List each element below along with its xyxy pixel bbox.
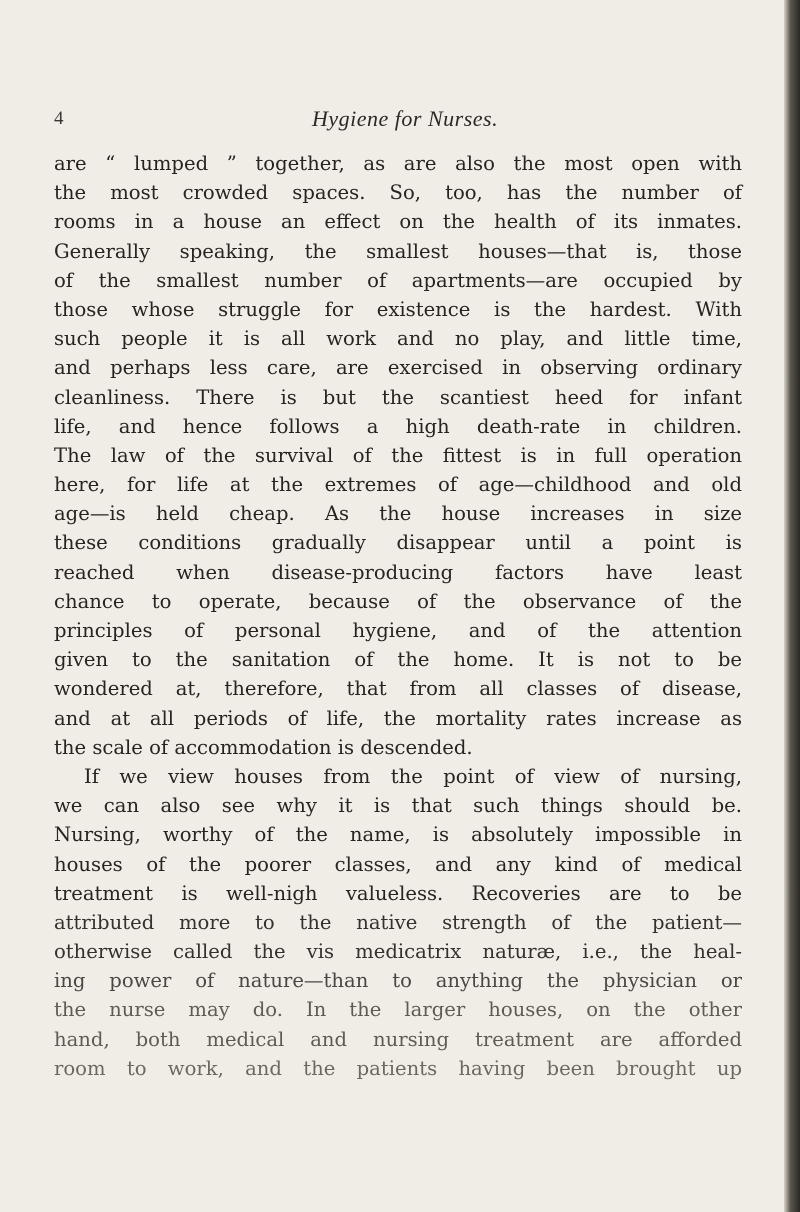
text-line: those whose struggle for existence is the hardest. With [54,297,742,321]
text-line: room to work, and the patients having been brought up [54,1056,742,1080]
page-header [54,108,744,138]
running-title: Hygiene for Nurses. [312,106,499,131]
text-line: Nursing, worthy of the name, is absolutely impossible in [54,823,742,847]
text-line: and at all periods of life, the mortality rates increase as [54,706,742,730]
text-line: reached when disease-producing factors have least [54,560,742,584]
text-line: cleanliness. There is but the scantiest heed for infant [54,385,742,409]
text-line: given to the sanitation of the home. It is not to be [54,648,742,672]
text-line: the most crowded spaces. So, too, has the number of [54,181,742,205]
text-line: we can also see why it is that such things should be. [54,794,742,818]
text-line: attributed more to the native strength of the patient— [54,910,742,934]
text-line: are “ lumped ” together, as are also the most open with [54,152,742,175]
text-line: wondered at, therefore, that from all classes of disease, [54,677,742,701]
text-line: Generally speaking, the smallest houses—that is, those [54,239,742,263]
text-line: the nurse may do. In the larger houses, on the other [54,998,742,1022]
paragraph-end-line: the scale of accommodation is descended. [54,735,473,759]
text-line: life, and hence follows a high death-rate in children. [54,414,742,438]
page-number: 4 [54,108,64,129]
text-line: hand, both medical and nursing treatment are afforded [54,1027,742,1051]
text-line: chance to operate, because of the observance of the [54,589,742,613]
text-line: The law of the survival of the fittest is in full operation [54,443,742,467]
text-line: here, for life at the extremes of age—childhood and old [54,473,742,497]
paragraph-start-line: If we view houses from the point of view of nursing, [84,764,742,788]
body-text [54,149,742,1083]
text-line: age—is held cheap. As the house increases in size [54,502,742,526]
text-line: such people it is all work and no play, and little time, [54,327,742,351]
text-line: otherwise called the vis medicatrix naturæ, i.e., the heal- [54,940,742,964]
text-line: of the smallest number of apartments—are occupied by [54,268,742,292]
text-line: treatment is well-nigh valueless. Recoveries are to be [54,881,742,905]
text-line: and perhaps less care, are exercised in observing ordinary [54,356,742,380]
text-line: rooms in a house an effect on the health of its inmates. [54,210,742,234]
text-line: houses of the poorer classes, and any kind of medical [54,852,742,876]
text-line: these conditions gradually disappear until a point is [54,531,742,555]
text-line: principles of personal hygiene, and of the attention [54,619,742,642]
page-edge-shadow [784,0,800,1212]
text-line: ing power of nature—than to anything the physician or [54,969,742,993]
